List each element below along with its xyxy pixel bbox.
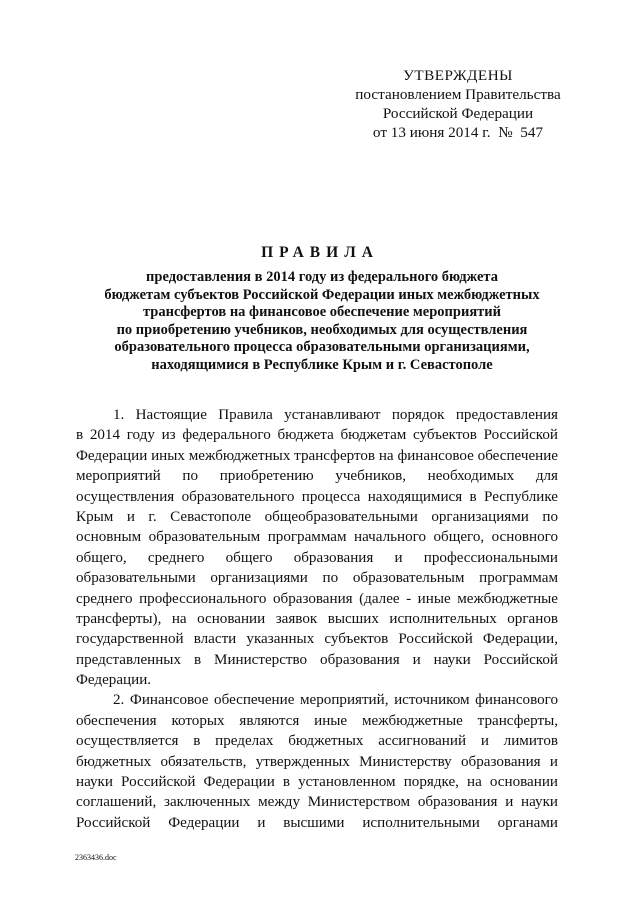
paragraph-line: 2. Финансовое обеспечение мероприятий, источником финансового xyxy=(113,692,558,709)
paragraph-line: общего, среднего общего образования и профессиональными xyxy=(76,549,558,566)
approval-date-number: от 13 июня 2014 г. № 547 xyxy=(372,124,544,141)
subtitle-line: предоставления в 2014 году из федерального бюджета xyxy=(146,269,498,285)
paragraph-line: Российской Федерации и высшими исполнительными органами xyxy=(76,814,558,831)
approval-heading: УТВЕРЖДЕНЫ xyxy=(403,67,513,84)
subtitle-line: трансфертов на финансовое обеспечение мероприятий xyxy=(142,304,502,321)
paragraph-line: осуществления образовательного процесса находящимися в Республике xyxy=(76,488,558,505)
footer-filename: 2363436.doc xyxy=(75,853,117,862)
paragraph-line: соглашений, заключенных между Министерством образования и науки xyxy=(76,794,558,811)
paragraph-line: мероприятий по приобретению учебников, необходимых для xyxy=(76,468,558,485)
paragraph-line: основным образовательным программам начального общего, основного xyxy=(76,529,558,546)
document-title: ПРАВИЛА xyxy=(261,244,379,261)
paragraph-line: Крым и г. Севастополе общеобразовательными организациями по xyxy=(76,508,558,525)
paragraph-line: представленных в Министерство образования и науки Российской xyxy=(76,651,558,668)
approval-line: Российской Федерации xyxy=(382,105,534,122)
paragraph-line: Федерации. xyxy=(76,672,152,689)
paragraph-line: государственной власти указанных субъектов Российской Федерации, xyxy=(76,631,558,648)
paragraph-line: осуществляется в пределах бюджетных ассигнований и лимитов xyxy=(76,733,558,750)
paragraph-line: Федерации иных межбюджетных трансфертов на финансовое обеспечение xyxy=(76,447,558,464)
paragraph-line: 1. Настоящие Правила устанавливают порядок предоставления xyxy=(113,407,558,423)
subtitle-line: бюджетам субъектов Российской Федерации иных межбюджетных xyxy=(104,286,540,303)
document-subtitle xyxy=(84,269,560,375)
subtitle-line: находящимися в Республике Крым и г. Севастополе xyxy=(151,356,493,373)
approval-line: постановлением Правительства xyxy=(355,86,561,103)
paragraph-line: образовательными организациями по образовательным программам xyxy=(76,570,558,587)
paragraph-line: бюджетных обязательств, утвержденных Министерству образования и xyxy=(76,753,558,770)
subtitle-line: образовательного процесса образовательными организациями, xyxy=(114,339,530,356)
document-body xyxy=(76,405,558,833)
paragraph-line: науки Российской Федерации в установленном порядке, на основании xyxy=(76,774,558,791)
approval-block xyxy=(340,66,576,142)
paragraph-line: трансферты), на основании заявок высших исполнительных органов xyxy=(76,610,558,627)
subtitle-line: по приобретению учебников, необходимых для осуществления xyxy=(116,321,528,338)
paragraph-line: в 2014 году из федерального бюджета бюджетам субъектов Российской xyxy=(76,427,558,444)
paragraph-line: среднего профессионального образования (далее - иные межбюджетные xyxy=(76,590,558,607)
paragraph-line: обеспечения которых являются иные межбюджетные трансферты, xyxy=(76,712,558,729)
